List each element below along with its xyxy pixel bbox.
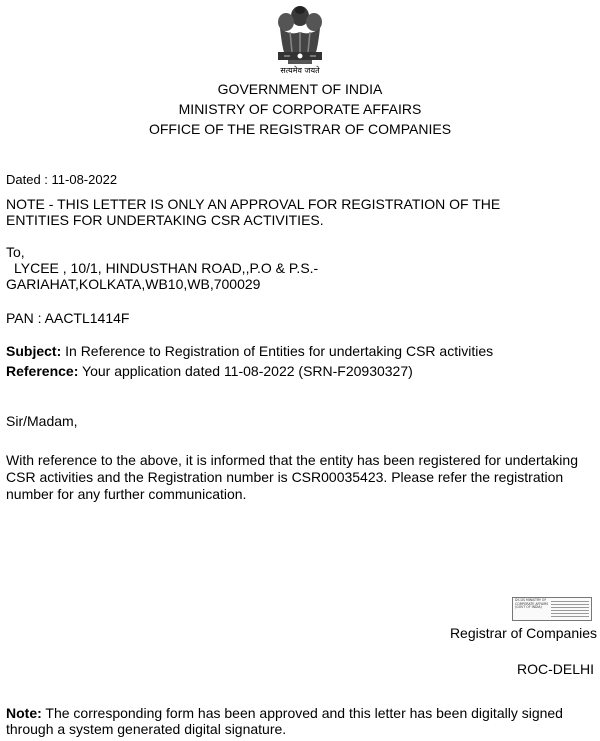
signatory-title: Registrar of Companies [449,625,597,641]
approval-note-line2: ENTITIES FOR UNDERTAKING CSR ACTIVITIES. [6,212,324,228]
body-line2: CSR activities and the Registration number is CSR00035423. Please refer the registration [6,469,564,485]
body-line1: With reference to the above, it is informed that the entity has been registered for undertaking [6,452,578,468]
signature-hatch-graphic [551,601,589,617]
footer-note-label: Note: [6,705,42,721]
footer-note-line1 [6,705,563,721]
salutation: Sir/Madam, [6,413,78,429]
pan-number: PAN : AACTL1414F [6,310,130,326]
digital-signature-stamp [512,597,592,621]
footer-note-text: The corresponding form has been approved and this letter has been digitally signed [41,705,563,721]
address-line2: GARIAHAT,KOLKATA,WB10,WB,700029 [6,276,261,292]
body-line3: number for any further communication. [6,486,247,502]
signature-stamp-text: DS DS MINISTRY OF CORPORATE AFFAIRS (GOVT OF INDIA) [515,598,549,610]
emblem-motto: सत्यमेव जयते [280,66,320,75]
reference-text: Your application dated 11-08-2022 (SRN-F20930327) [78,363,413,379]
address-line1: LYCEE , 10/1, HINDUSTHAN ROAD,,P.O & P.S.- [14,260,319,276]
approval-note-line1: NOTE - THIS LETTER IS ONLY AN APPROVAL FOR REGISTRATION OF THE [6,196,501,212]
subject-text: In Reference to Registration of Entities for undertaking CSR activities [61,343,494,359]
header-office: OFFICE OF THE REGISTRAR OF COMPANIES [148,121,452,137]
signatory-office: ROC-DELHI [516,661,594,677]
reference-line [6,363,413,379]
national-emblem-icon [262,2,338,80]
header-ministry: MINISTRY OF CORPORATE AFFAIRS [178,101,422,117]
reference-label: Reference: [6,363,79,379]
footer-note-line2: through a system generated digital signature. [6,721,287,737]
header-government: GOVERNMENT OF INDIA [217,81,383,97]
letter-date: Dated : 11-08-2022 [6,172,118,187]
subject-line [6,343,493,359]
subject-label: Subject: [6,343,62,359]
address-to: To, [6,244,25,260]
